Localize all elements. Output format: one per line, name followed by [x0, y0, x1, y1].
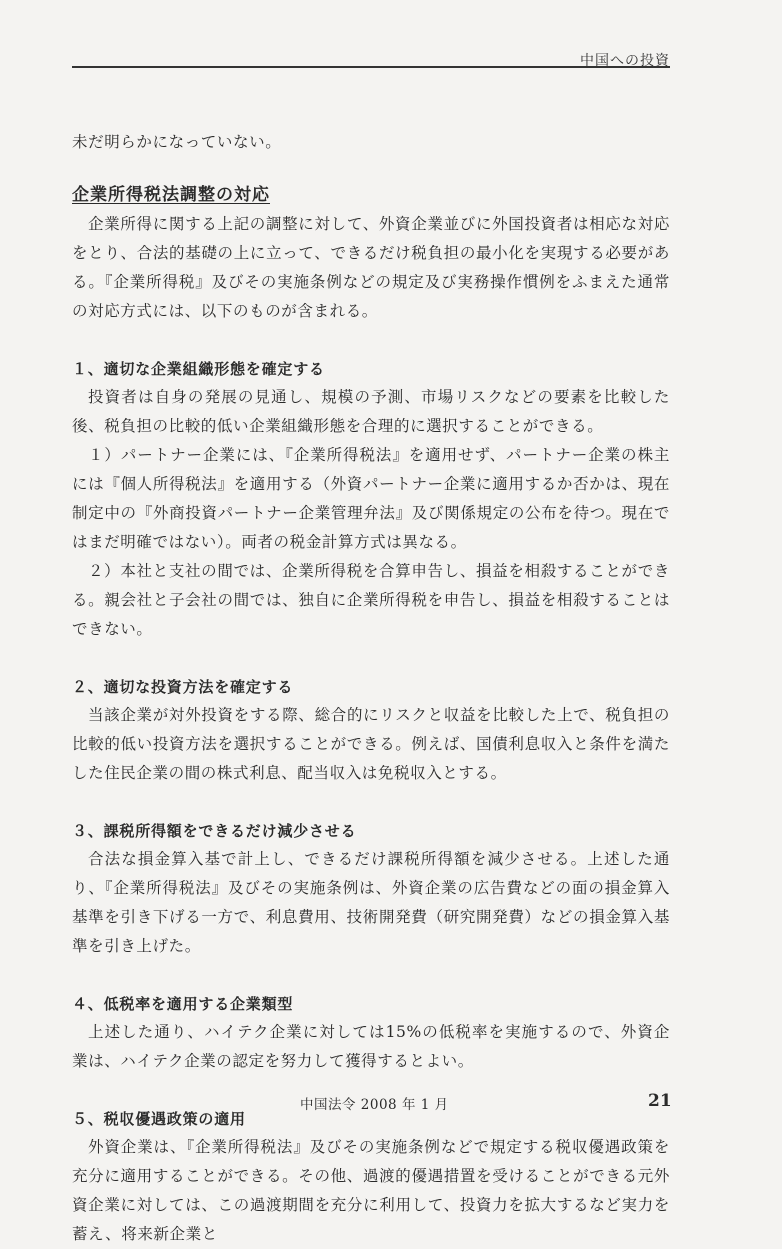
item-1-paragraph-3: ２）本社と支社の間では、企業所得税を合算申告し、損益を相殺することができる。親会社と子会社の間では、独自に企業所得税を申告し、損益を相殺することはできない。 [72, 562, 670, 638]
body-content [72, 128, 670, 1249]
opening-line: 未だ明らかになっていない。 [72, 133, 282, 151]
running-title: 中国への投資 [580, 53, 670, 69]
item-4-paragraph-1: 上述した通り、ハイテク企業に対しては15%の低税率を実施するので、外資企業は、ハイテク企業の認定を努力して獲得するとよい。 [72, 1023, 670, 1070]
intro-paragraph: 企業所得に関する上記の調整に対して、外資企業並びに外国投資者は相応な対応をとり、合法的基礎の上に立って、できるだけ税負担の最小化を実現する必要がある。『企業所得税』及びその実施条例などの規定及び実務操作慣例をふまえた通常の対応方式には、以下のものが含まれる。 [72, 215, 670, 320]
section-title: 企業所得税法調整の対応 [72, 185, 270, 205]
item-2-paragraph-1: 当該企業が対外投資をする際、総合的にリスクと収益を比較した上で、税負担の比較的低い投資方法を選択することができる。例えば、国債利息収入と条件を満たした住民企業の間の株式利息、配当収入は免税収入とする。 [72, 706, 670, 782]
item-5-paragraph-1: 外資企業は、『企業所得税法』及びその実施条例などで規定する税収優遇政策を充分に適用することができる。その他、過渡的優遇措置を受けることができる元外資企業に対しては、この過渡期間を充分に利用して、投資力を拡大するなど実力を蓄え、将来新企業と [72, 1138, 670, 1243]
item-3-paragraph-1: 合法な損金算入基で計上し、できるだけ課税所得額を減少させる。上述した通り、『企業所得税法』及びその実施条例は、外資企業の広告費などの面の損金算入基準を引き下げる一方で、利息費用、技術開発費（研究開発費）などの損金算入基準を引き上げた。 [72, 850, 670, 955]
page-number: 21 [648, 1091, 672, 1111]
item-1-title: １、適切な企業組織形態を確定する [72, 360, 325, 378]
item-4-title: ４、低税率を適用する企業類型 [72, 995, 294, 1013]
header-rule [72, 66, 670, 68]
item-5-title: ５、税収優遇政策の適用 [72, 1110, 246, 1128]
item-2-title: ２、適切な投資方法を確定する [72, 678, 294, 696]
item-3-title: ３、課税所得額をできるだけ減少させる [72, 822, 357, 840]
publication-info: 中国法令 2008 年 1 月 [300, 1097, 449, 1113]
item-1-paragraph-2: １）パートナー企業には、『企業所得税法』を適用せず、パートナー企業の株主には『個人所得税法』を適用する（外資パートナー企業に適用するか否かは、現在制定中の『外商投資パートナー企業管理弁法』及び関係規定の公布を待つ。現在ではまだ明確ではない）。両者の税金計算方式は異なる。 [72, 446, 670, 551]
item-1-paragraph-1: 投資者は自身の発展の見通し、規模の予測、市場リスクなどの要素を比較した後、税負担の比較的低い企業組織形態を合理的に選択することができる。 [72, 388, 670, 435]
